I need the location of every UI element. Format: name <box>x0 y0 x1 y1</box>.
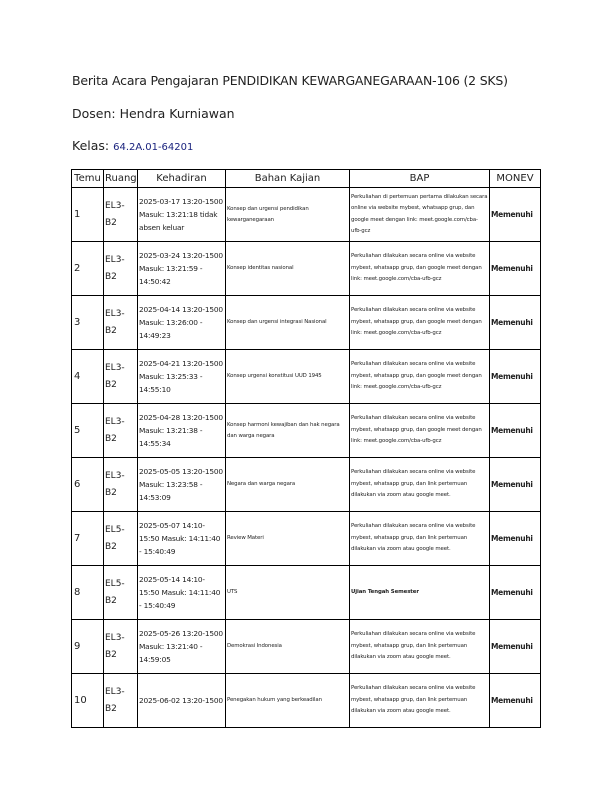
table-row <box>72 566 541 620</box>
room-cell: EL3-B2 <box>104 350 138 404</box>
monitoring-status-cell: Memenuhi <box>490 674 541 728</box>
lecturer-name: Dosen: Hendra Kurniawan <box>72 106 235 121</box>
attendance-cell: 2025-05-07 14:10-15:50 Masuk: 14:11:40 - 15:40:49 <box>138 512 226 566</box>
table-row <box>72 674 541 728</box>
study-material-cell: Konsep identitas nasional <box>226 242 350 296</box>
room-cell: EL3-B2 <box>104 458 138 512</box>
room-cell: EL3-B2 <box>104 620 138 674</box>
meeting-number-cell: 10 <box>72 674 104 728</box>
room-cell: EL5-B2 <box>104 566 138 620</box>
monitoring-status-cell: Memenuhi <box>490 458 541 512</box>
study-material-cell: Konsep harmoni kewajiban dan hak negara dan warga negara <box>226 404 350 458</box>
table-row <box>72 350 541 404</box>
teaching-report-cell: Ujian Tengah Semester <box>350 566 490 620</box>
attendance-cell: 2025-04-28 13:20-1500 Masuk: 13:21:38 - 14:55:34 <box>138 404 226 458</box>
study-material-cell: UTS <box>226 566 350 620</box>
room-cell: EL5-B2 <box>104 512 138 566</box>
header-monev: MONEV <box>490 170 541 188</box>
document-title: Berita Acara Pengajaran PENDIDIKAN KEWARGANEGARAAN-106 (2 SKS) <box>72 73 508 88</box>
teaching-report-cell: Perkuliahan dilakukan secara online via website mybest, whatsapp grup, dan link pertemuan dilakukan via zoom atau google meet. <box>350 458 490 512</box>
teaching-record-table <box>71 169 541 728</box>
attendance-cell: 2025-04-14 13:20-1500 Masuk: 13:26:00 - 14:49:23 <box>138 296 226 350</box>
monitoring-status-cell: Memenuhi <box>490 296 541 350</box>
teaching-report-cell: Perkuliahan dilakukan secara online via website mybest, whatsapp grup, dan google meet dengan link: meet.google.com/cba-ufb-gcz <box>350 242 490 296</box>
teaching-report-cell: Perkuliahan dilakukan secara online via website mybest, whatsapp grup, dan google meet dengan link: meet.google.com/cba-ufb-gcz <box>350 404 490 458</box>
monitoring-status-cell: Memenuhi <box>490 350 541 404</box>
room-cell: EL3-B2 <box>104 404 138 458</box>
meeting-number-cell: 4 <box>72 350 104 404</box>
study-material-cell: Demokrasi Indonesia <box>226 620 350 674</box>
monitoring-status-cell: Memenuhi <box>490 620 541 674</box>
attendance-cell: 2025-05-05 13:20-1500 Masuk: 13:23:58 - 14:53:09 <box>138 458 226 512</box>
header-bap: BAP <box>350 170 490 188</box>
room-cell: EL3-B2 <box>104 674 138 728</box>
header-bahan-kajian: Bahan Kajian <box>226 170 350 188</box>
study-material-cell: Review Materi <box>226 512 350 566</box>
meeting-number-cell: 5 <box>72 404 104 458</box>
table-row <box>72 296 541 350</box>
table-header-row <box>72 170 541 188</box>
study-material-cell: Konsep urgensi konstitusi UUD 1945 <box>226 350 350 404</box>
meeting-number-cell: 8 <box>72 566 104 620</box>
attendance-cell: 2025-04-21 13:20-1500 Masuk: 13:25:33 - 14:55:10 <box>138 350 226 404</box>
table-row <box>72 242 541 296</box>
table-row <box>72 188 541 242</box>
meeting-number-cell: 1 <box>72 188 104 242</box>
header-ruang: Ruang <box>104 170 138 188</box>
study-material-cell: Negara dan warga negara <box>226 458 350 512</box>
class-code: 64.2A.01-64201 <box>113 142 194 153</box>
teaching-report-cell: Perkuliahan dilakukan secara online via website mybest, whatsapp grup, dan google meet dengan link: meet.google.com/cba-ufb-gcz <box>350 296 490 350</box>
monitoring-status-cell: Memenuhi <box>490 188 541 242</box>
meeting-number-cell: 9 <box>72 620 104 674</box>
room-cell: EL3-B2 <box>104 296 138 350</box>
table-row <box>72 512 541 566</box>
teaching-report-cell: Perkuliahan dilakukan secara online via website mybest, whatsapp grup, dan link pertemuan dilakukan via zoom atau google meet. <box>350 620 490 674</box>
table-row <box>72 458 541 512</box>
room-cell: EL3-B2 <box>104 188 138 242</box>
table-row <box>72 404 541 458</box>
monitoring-status-cell: Memenuhi <box>490 512 541 566</box>
meeting-number-cell: 6 <box>72 458 104 512</box>
meeting-number-cell: 3 <box>72 296 104 350</box>
attendance-cell: 2025-05-26 13:20-1500 Masuk: 13:21:40 - 14:59:05 <box>138 620 226 674</box>
teaching-report-cell: Perkuliahan dilakukan secara online via website mybest, whatsapp grup, dan link pertemuan dilakukan via zoom atau google meet. <box>350 674 490 728</box>
class-label: Kelas: <box>72 138 110 153</box>
meeting-number-cell: 7 <box>72 512 104 566</box>
meeting-number-cell: 2 <box>72 242 104 296</box>
teaching-report-cell: Perkuliahan di pertemuan pertama dilakukan secara online via website mybest, whatsapp grup, dan google meet dengan link: meet.google.com/cba-ufb-gcz <box>350 188 490 242</box>
teaching-report-cell: Perkuliahan dilakukan secara online via website mybest, whatsapp grup, dan google meet dengan link: meet.google.com/cba-ufb-gcz <box>350 350 490 404</box>
study-material-cell: Penegakan hukum yang berkeadilan <box>226 674 350 728</box>
attendance-cell: 2025-03-17 13:20-1500 Masuk: 13:21:18 tidak absen keluar <box>138 188 226 242</box>
monitoring-status-cell: Memenuhi <box>490 242 541 296</box>
teaching-report-cell: Perkuliahan dilakukan secara online via website mybest, whatsapp grup, dan link pertemuan dilakukan via zoom atau google meet. <box>350 512 490 566</box>
class-info <box>72 138 193 153</box>
monitoring-status-cell: Memenuhi <box>490 566 541 620</box>
attendance-cell: 2025-03-24 13:20-1500 Masuk: 13:21:59 - 14:50:42 <box>138 242 226 296</box>
attendance-cell: 2025-05-14 14:10-15:50 Masuk: 14:11:40 - 15:40:49 <box>138 566 226 620</box>
study-material-cell: Konsep dan urgensi pendidikan kewarganegaraan <box>226 188 350 242</box>
header-temu: Temu <box>72 170 104 188</box>
header-kehadiran: Kehadiran <box>138 170 226 188</box>
monitoring-status-cell: Memenuhi <box>490 404 541 458</box>
table-row <box>72 620 541 674</box>
room-cell: EL3-B2 <box>104 242 138 296</box>
attendance-cell: 2025-06-02 13:20-1500 <box>138 674 226 728</box>
study-material-cell: Konsep dan urgensi integrasi Nasional <box>226 296 350 350</box>
